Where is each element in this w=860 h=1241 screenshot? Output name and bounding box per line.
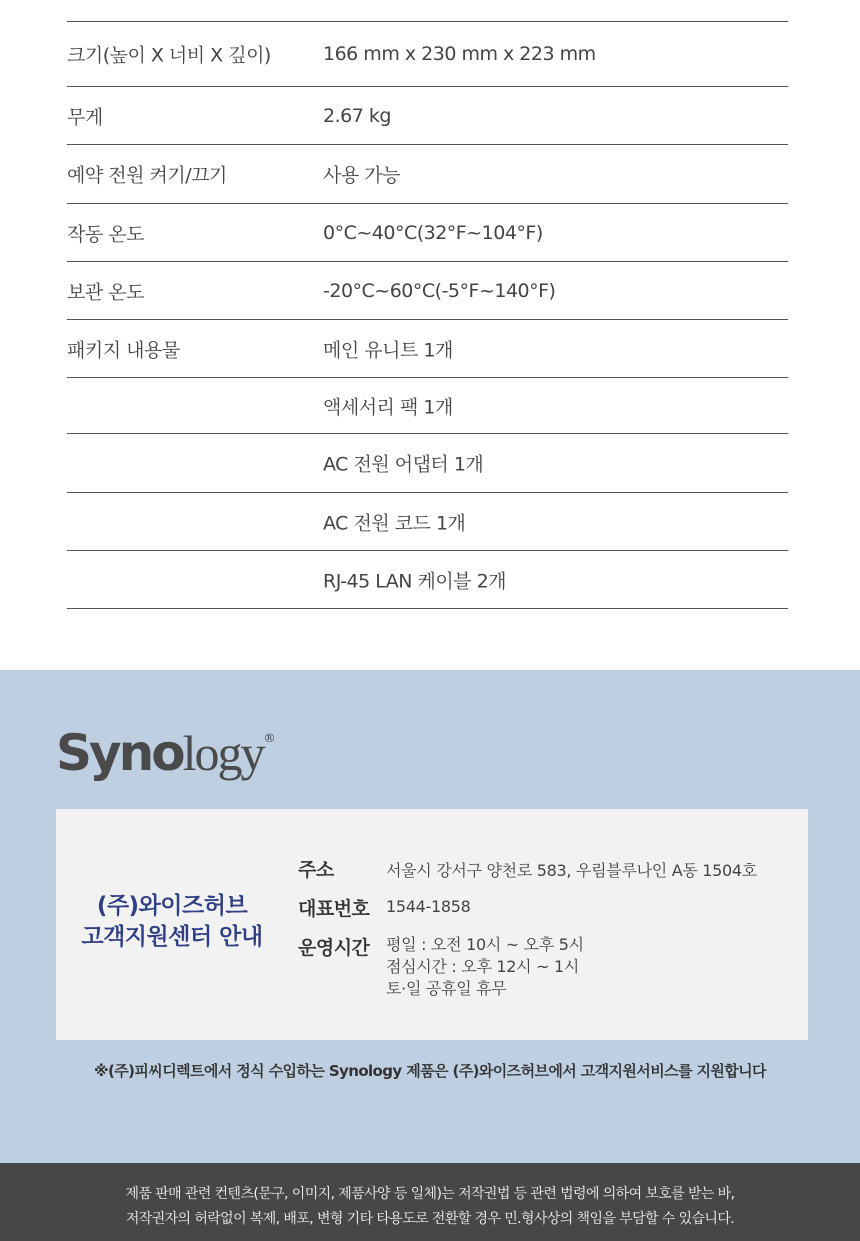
- center-title-line1: (주)와이즈허브: [96, 893, 248, 919]
- spec-value: AC 전원 어댑터 1개: [323, 453, 484, 476]
- support-note: ※(주)피씨디렉트에서 정식 수입하는 Synology 제품은 (주)와이즈허브에서 고객지원서비스를 지원합니다: [94, 1062, 766, 1080]
- spec-value: 액세서리 팩 1개: [323, 396, 453, 418]
- spec-row-storage-temp: [67, 262, 788, 320]
- spec-row-package-adapter: [67, 434, 788, 493]
- spec-row-scheduled-power: [67, 145, 788, 204]
- spec-value: RJ-45 LAN 케이블 2개: [323, 570, 507, 592]
- spec-label: 무게: [67, 106, 103, 128]
- hours-weekend: 토·일 공휴일 휴무: [386, 979, 507, 998]
- spec-value: 0°C~40°C(32°F~104°F): [323, 221, 543, 244]
- hours-lunch: 점심시간 : 오후 12시 ~ 1시: [386, 957, 580, 976]
- registered-mark: ®: [263, 731, 274, 745]
- hours-label: 운영시간: [298, 937, 370, 959]
- spec-row-weight: [67, 87, 788, 145]
- spec-row-package-cord: [67, 493, 788, 551]
- address-value: 서울시 강서구 양천로 583, 우림블루나인 A동 1504호: [386, 861, 757, 880]
- synology-logo: [56, 724, 274, 782]
- center-title-line2: 고객지원센터 안내: [81, 924, 263, 950]
- logo-part-thin: logy: [182, 725, 264, 781]
- spec-label: 패키지 내용물: [67, 339, 180, 361]
- support-center-title: [56, 891, 288, 953]
- copyright-line2: 저작권자의 허락없이 복제, 배포, 변형 기타 타용도로 전환할 경우 민.형사상의 책임을 부담할 수 있습니다.: [125, 1211, 735, 1227]
- spec-label: 크기(높이 X 너비 X 깊이): [67, 44, 271, 67]
- phone-value: 1544-1858: [386, 897, 471, 916]
- spec-value: 사용 가능: [323, 164, 400, 187]
- support-info-card: [56, 809, 808, 1040]
- copyright-footer: [0, 1163, 860, 1241]
- spec-value: AC 전원 코드 1개: [323, 512, 466, 534]
- logo-part-bold: Syno: [56, 724, 183, 782]
- phone-label: 대표번호: [298, 898, 370, 920]
- spec-value: -20°C~60°C(-5°F~140°F): [323, 279, 556, 302]
- spec-label: 보관 온도: [67, 281, 144, 303]
- spec-row-operating-temp: [67, 204, 788, 262]
- spec-value: 메인 유니트 1개: [323, 339, 453, 361]
- spec-value: 166 mm x 230 mm x 223 mm: [323, 43, 596, 65]
- spec-row-size: [67, 22, 788, 87]
- spec-row-package-accessory: [67, 378, 788, 434]
- hours-value: [386, 934, 584, 1000]
- spec-row-package-cable: [67, 551, 788, 609]
- spec-row-package-main: [67, 320, 788, 378]
- spec-label: 작동 온도: [67, 223, 144, 245]
- address-label: 주소: [298, 859, 334, 881]
- spec-table: [67, 21, 788, 609]
- spec-value: 2.67 kg: [323, 104, 391, 127]
- hours-weekday: 평일 : 오전 10시 ~ 오후 5시: [386, 935, 584, 954]
- spec-label: 예약 전원 켜기/끄기: [67, 164, 227, 187]
- copyright-line1: 제품 판매 관련 컨텐츠(문구, 이미지, 제품사양 등 일체)는 저작권법 등 관련 법령에 의하여 보호를 받는 바,: [125, 1186, 735, 1202]
- support-section: [0, 670, 860, 1163]
